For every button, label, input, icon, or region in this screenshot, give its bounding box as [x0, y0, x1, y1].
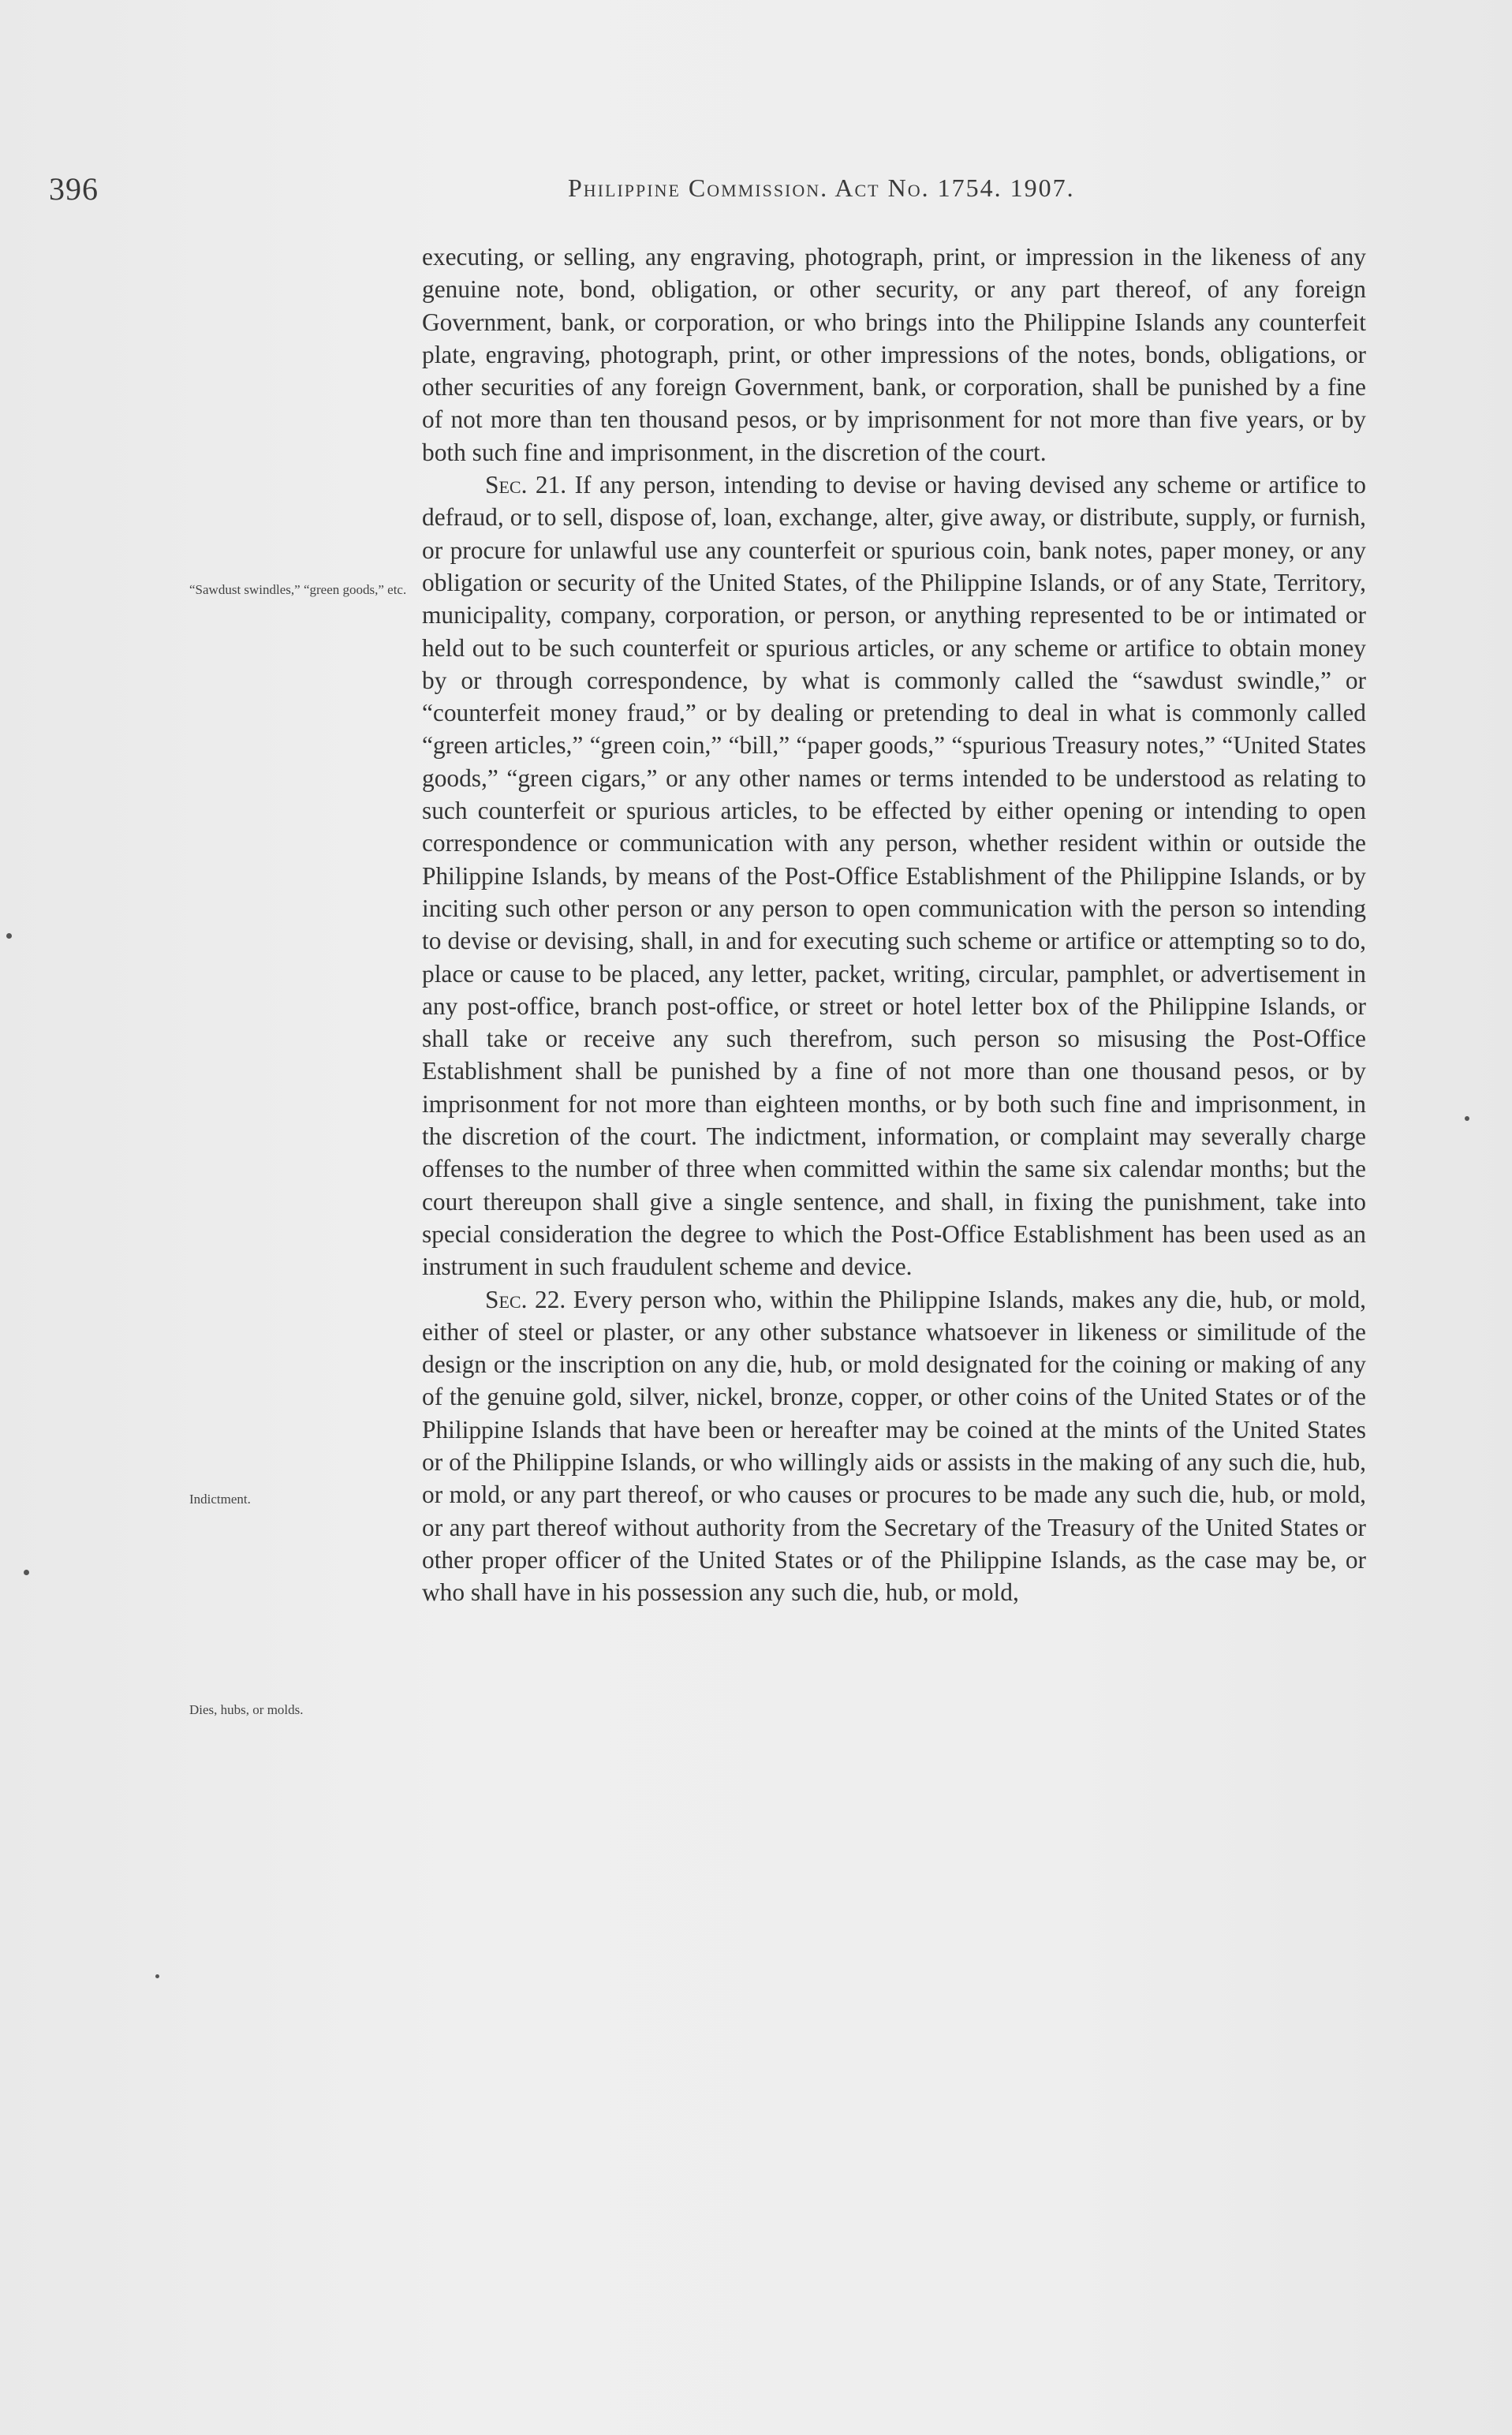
section-22-text: Every person who, within the Philippine Islands, makes any die, hub, or mold, either of steel or plaster, or any other substance whatsoever in likeness or similitude of the design or the inscription on any die, hub, or mold designated for the coining or making of any of the genuine gold, silver, nickel, bronze, copper, or other coins of the United States or of the Philippine Islands that have been or hereafter may be coined at the mints of the United States or of the Philippine Islands, or who willingly aids or assists in the making of any such die, hub, or mold, or any part thereof, or who causes or procures to be made any such die, hub, or mold, or any part thereof without authority from the Secretary of the Treasury of the United States or other proper officer of the United States or of the Philippine Islands, as the case may be, or who shall have in his possession any such die, hub, or mold,: [422, 1285, 1366, 1607]
scan-speck: [24, 1570, 29, 1575]
margin-note-sawdust-swindles: “Sawdust swindles,” “green goods,” etc.: [189, 582, 407, 597]
scan-speck: [1465, 1116, 1469, 1121]
margin-note-dies-hubs-molds: Dies, hubs, or molds.: [189, 1702, 304, 1717]
section-22-label: Sec. 22.: [485, 1285, 566, 1313]
section-21-text: If any person, intending to devise or having devised any scheme or artifice to defraud, or to sell, dispose of, loan, exchange, alter, give away, or distribute, supply, or furnish, or procure for unlawful use any counterfeit or spurious coin, bank notes, paper money, or any obligation or security of the United States, of the Philippine Islands, or of any State, Territory, municipality, company, corporation, or person, or anything represented to be or intimated or held out to be such counterfeit or spurious articles, or any scheme or artifice to obtain money by or through correspondence, by what is commonly called the “sawdust swindle,” or “counterfeit money fraud,” or by dealing or pretending to deal in what is commonly called “green articles,” “green coin,” “bill,” “paper goods,” “spurious Treasury notes,” “United States goods,” “green cigars,” or any other names or terms intended to be understood as relating to such counterfeit or spurious articles, to be effected by either opening or intending to open correspondence or communication with any person, whether resident within or outside the Philippine Islands, by means of the Post-Office Establishment of the Philippine Islands, or by inciting such other person or any person to open communication with the person so intending to devise or devising, shall, in and for executing such scheme or artifice or attempting so to do, place or cause to be placed, any letter, packet, writing, circular, pamphlet, or advertisement in any post-office, branch post-office, or street or hotel letter box of the Philippine Islands, or shall take or receive any such therefrom, such person so misusing the Post-Office Establishment shall be punished by a fine of not more than one thousand pesos, or by imprisonment for not more than eighteen months, or by both such fine and imprisonment, in the discretion of the court. The indictment, information, or complaint may severally charge offenses to the number of three when committed within the same six calendar months; but the court thereupon shall give a single sentence, and shall, in fixing the punishment, take into special consideration the degree to which the Post-Office Establishment has been used as an instrument in such fraudulent scheme and device.: [422, 471, 1366, 1281]
page-number: 396: [49, 171, 99, 207]
scan-speck: [6, 933, 12, 939]
section-21: [422, 469, 1366, 1283]
section-21-label: Sec. 21.: [485, 471, 567, 499]
section-22: [422, 1283, 1366, 1609]
paragraph-continued: executing, or selling, any engraving, photograph, print, or impression in the likeness of any genuine note, bond, obligation, or other security, or any part thereof, of any foreign Government, bank, or corporation, or who brings into the Philippine Islands any counterfeit plate, engraving, photograph, print, or other impressions of the notes, bonds, obligations, or other securities of any foreign Government, bank, or corporation, shall be punished by a fine of not more than ten thousand pesos, or by imprisonment for not more than five years, or by both such fine and imprisonment, in the discretion of the court.: [422, 243, 1366, 466]
margin-note-indictment: Indictment.: [189, 1492, 251, 1507]
scan-speck: [155, 1974, 159, 1978]
body-text: [422, 241, 1366, 1608]
running-head: Philippine Commission. Act No. 1754. 1907.: [568, 174, 1075, 202]
